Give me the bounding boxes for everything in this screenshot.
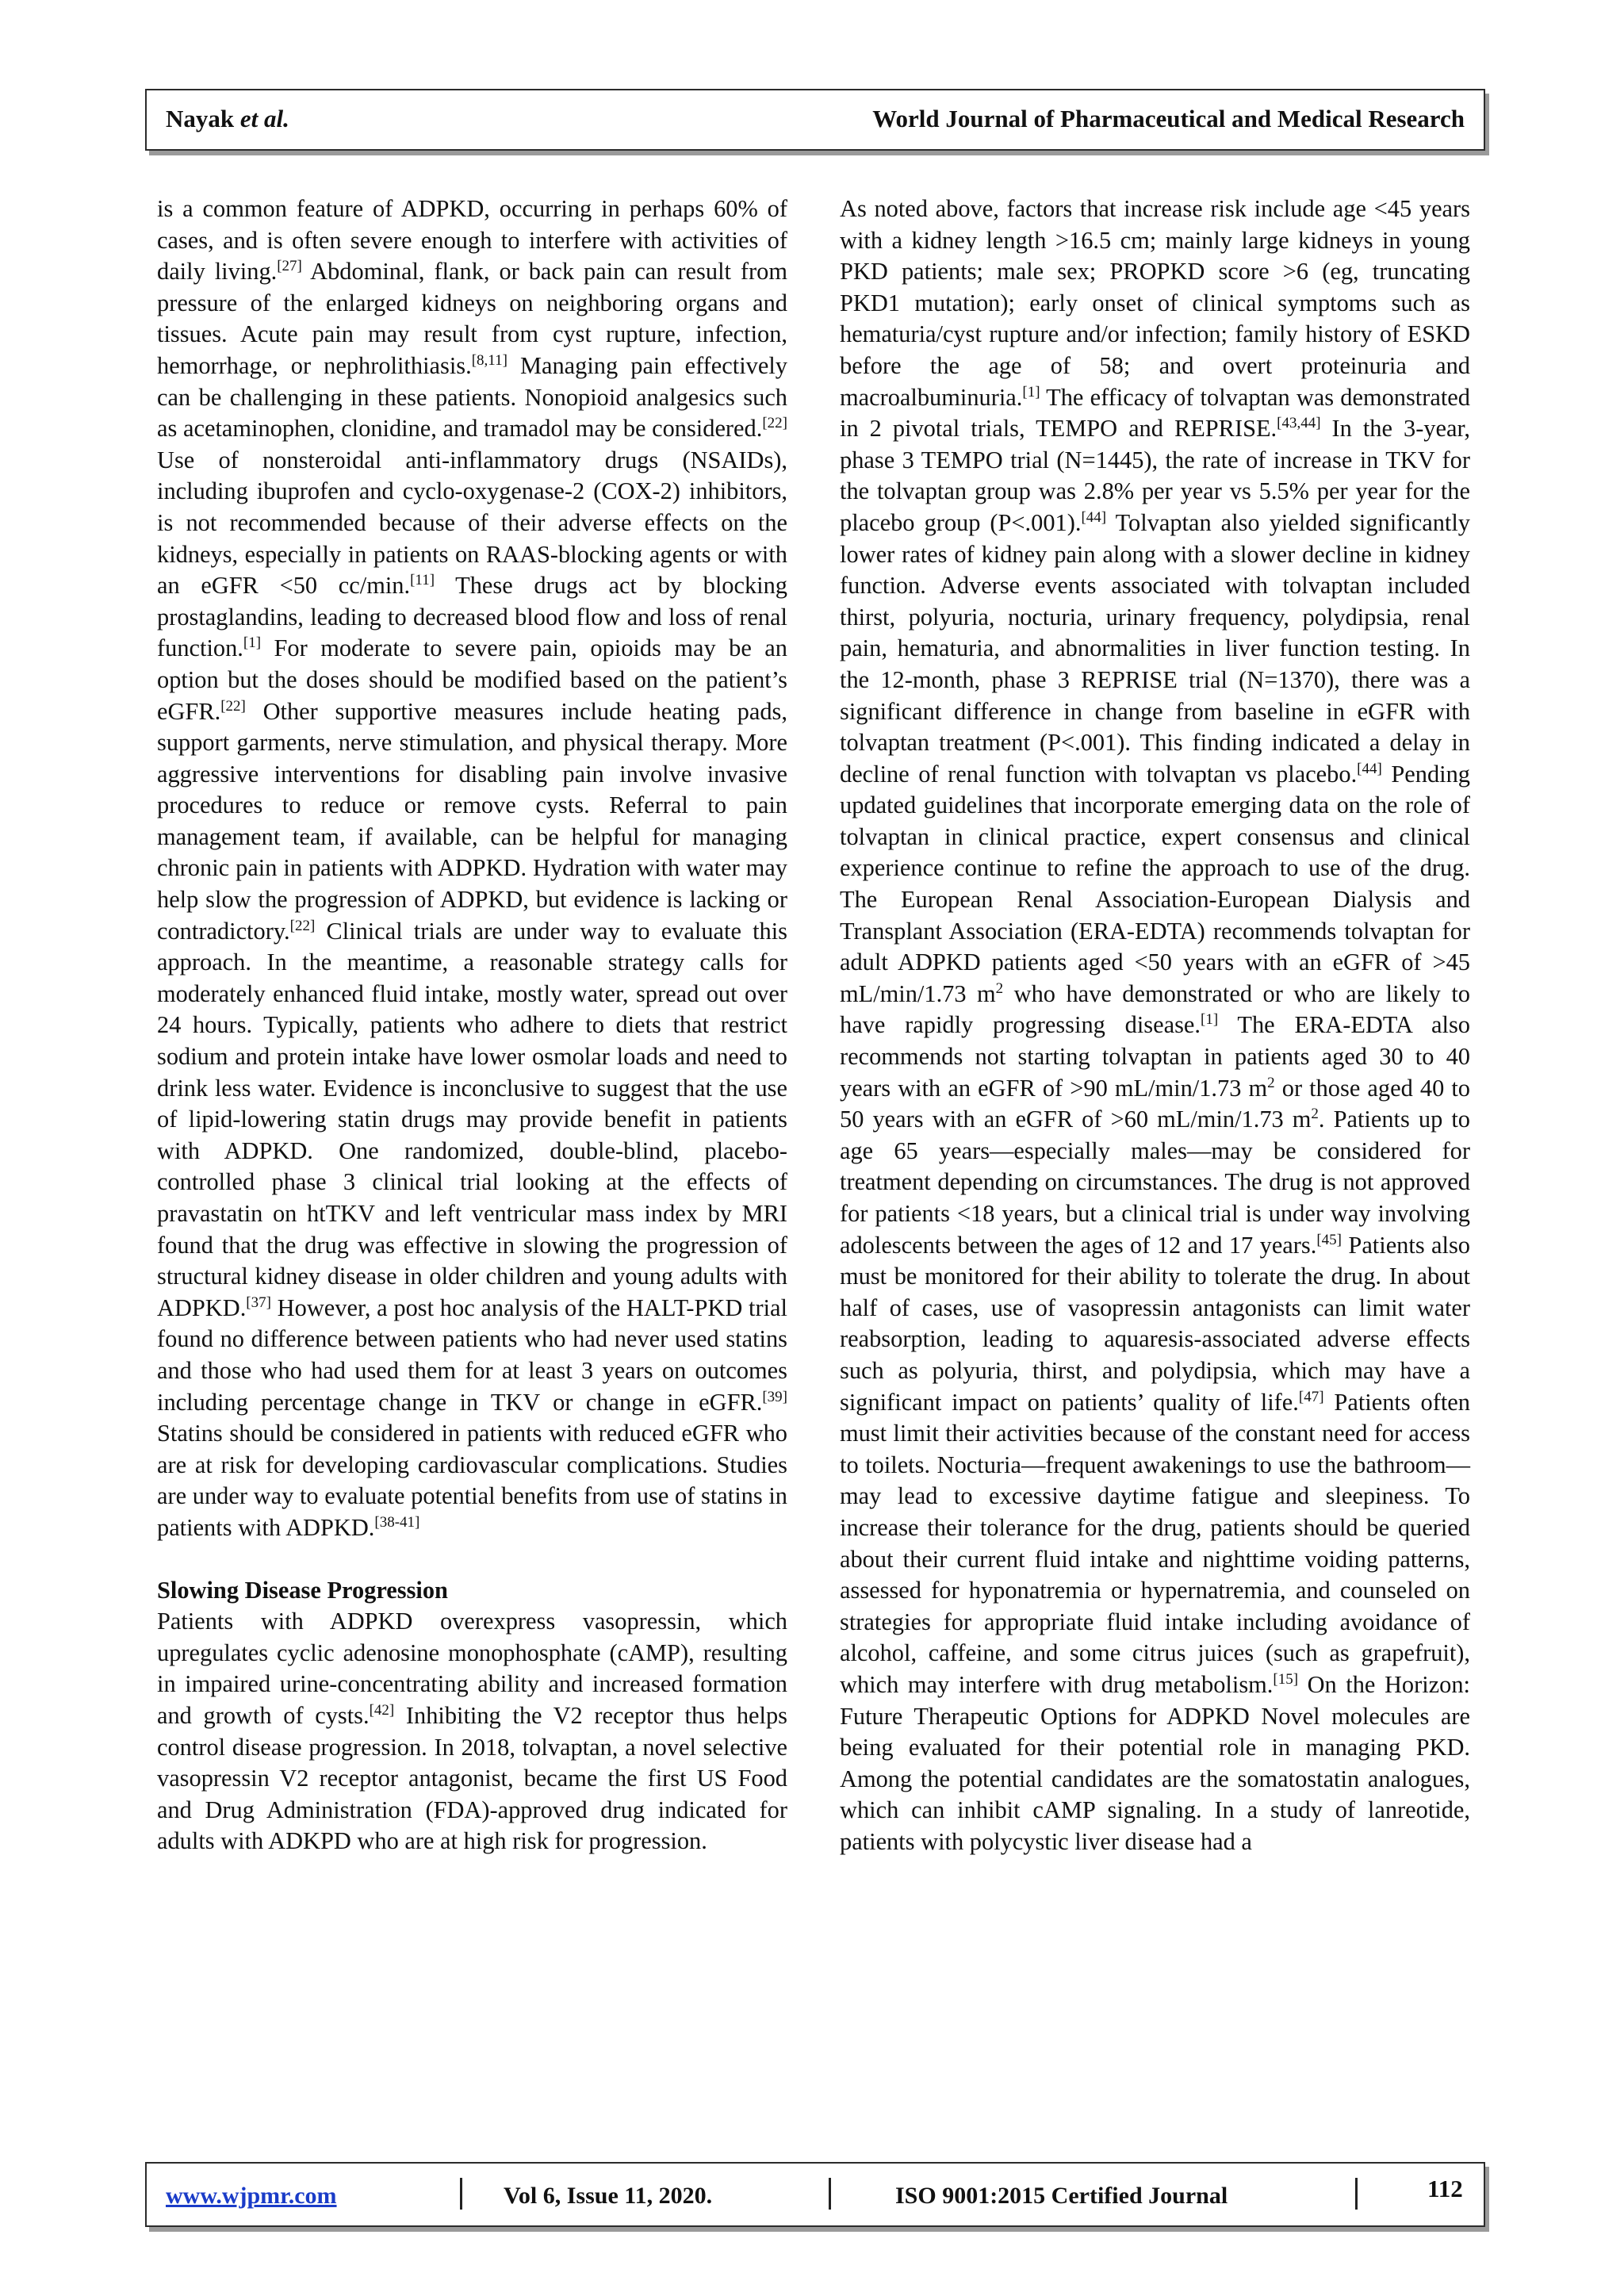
- text-run: These drugs act by blocking prostaglandins, leading to decreased blood flow and loss of renal function.: [157, 572, 787, 662]
- left-column: [157, 194, 787, 1857]
- author-suffix: et al.: [239, 105, 289, 132]
- citation: [22]: [762, 415, 787, 432]
- iso-certification: ISO 9001:2015 Certified Journal: [895, 2183, 1228, 2209]
- citation: [44]: [1357, 760, 1382, 777]
- citation: [38-41]: [374, 1513, 420, 1531]
- text-run: Abdominal, flank, or back pain can result from pressure of the enlarged kidneys on neighboring organs and tissues. Acute pain may result from cyst rupture, infection, hemorrhage, or nephrolithiasis.: [157, 258, 787, 379]
- citation: [11]: [410, 572, 435, 589]
- text-run: However, a post hoc analysis of the HALT-PKD trial found no difference between patients who had never used statins and those who had used them for at least 3 years on outcomes including percentage change in TKV or change in eGFR.: [157, 1294, 787, 1416]
- text-run: Patients with ADPKD overexpress vasopressin, which upregulates cyclic adenosine monophosphate (cAMP), resulting in impaired urine-concentrating ability and increased formation and growth of cysts.: [157, 1608, 787, 1729]
- text-run: The ERA-EDTA also recommends not starting tolvaptan in patients aged 30 to 40 years with an eGFR of >90 mL/min/1.73 m: [840, 1011, 1471, 1102]
- superscript: 2: [1267, 1074, 1275, 1091]
- paragraph: [840, 194, 1470, 1857]
- section-heading: Slowing Disease Progression: [157, 1576, 448, 1604]
- text-run: is a common feature of ADPKD, occurring in perhaps 60% of cases, and is often severe enough to interfere with activities of daily living.: [157, 195, 787, 286]
- text-run: Tolvaptan also yielded significantly lower rates of kidney pain along with a slower decline in kidney function. Adverse events associated with tolvaptan included thirst, polyuria, nocturia, urinary frequency, polydipsia, renal pain, hematuria, and abnormalities in liver function testing. In the 12-month, phase 3 REPRISE trial (N=1370), there was a significant difference in change from baseline in eGFR with tolvaptan treatment (P<.001). This finding indicated a delay in decline of renal function with tolvaptan vs placebo.: [840, 508, 1470, 788]
- citation: [37]: [246, 1294, 271, 1311]
- text-run: who have demonstrated or who are likely to have rapidly progressing disease.: [840, 979, 1470, 1039]
- text-run: For moderate to severe pain, opioids may be an option but the doses should be modified based on the patient’s eGFR.: [157, 634, 787, 725]
- citation: [44]: [1081, 508, 1107, 526]
- citation: [22]: [220, 697, 246, 715]
- superscript: 2: [995, 979, 1004, 997]
- citation: [42]: [369, 1701, 395, 1719]
- page-number: 112: [1427, 2175, 1463, 2202]
- citation: [1]: [1201, 1011, 1219, 1029]
- text-run: Patients also must be monitored for their ability to tolerate the drug. In about half of cases, use of vasopressin antagonists can limit water reabsorption, leading to aquaresis-associated adverse effects such as polyuria, thirst, and polydipsia, which may have a significant impact on patients’ quality of life.: [840, 1231, 1471, 1416]
- header-author: [166, 105, 289, 133]
- text-run: Statins should be considered in patients with reduced eGFR who are at risk for developing cardiovascular complications. Studies are under way to evaluate potential benefits from use of statins in patients with ADPKD.: [157, 1420, 787, 1541]
- text-run: or those aged 40 to 50 years with an eGFR of >60 mL/min/1.73 m: [840, 1074, 1470, 1133]
- text-run: Pending updated guidelines that incorporate emerging data on the role of tolvaptan in clinical practice, expert consensus and clinical experience continue to refine the approach to use of the drug. The European Renal Association-European Dialysis and Transplant Association (ERA-EDTA) recommends tolvaptan for adult ADPKD patients aged <50 years with an eGFR of >45 mL/min/1.73 m: [840, 760, 1470, 1007]
- citation: [1]: [1022, 383, 1040, 401]
- text-run: . Patients up to age 65 years—especially males—may be considered for treatment depending on circumstances. The drug is not approved for patients <18 years, but a clinical trial is under way involving adolescents between the ages of 12 and 17 years.: [840, 1106, 1470, 1259]
- text-run: The efficacy of tolvaptan was demonstrated in 2 pivotal trials, TEMPO and REPRISE.: [840, 383, 1470, 443]
- citation: [15]: [1273, 1670, 1299, 1688]
- text-run: Other supportive measures include heating pads, support garments, nerve stimulation, and physical therapy. More aggressive interventions for disabling pain involve invasive procedures to reduce or remove cysts. Referral to pain management team, if available, can be helpful for managing chronic pain in patients with ADPKD. Hydration with water may help slow the progression of ADPKD, but evidence is lacking or contradictory.: [157, 697, 787, 945]
- footer-divider: [1355, 2178, 1358, 2210]
- page-header: [145, 89, 1485, 151]
- author-name: Nayak: [166, 105, 235, 132]
- text-run: Use of nonsteroidal anti-inflammatory drugs (NSAIDs), including ibuprofen and cyclo-oxygenase-2 (COX-2) inhibitors, is not recommended because of their adverse effects on the kidneys, especially in patients on RAAS-blocking agents or with an eGFR <50 cc/min.: [157, 446, 787, 600]
- journal-title: World Journal of Pharmaceutical and Medical Research: [872, 105, 1465, 132]
- page-footer: [145, 2162, 1485, 2227]
- text-run: Managing pain effectively can be challenging in these patients. Nonopioid analgesics such as acetaminophen, clonidine, and tramadol may be considered.: [157, 351, 787, 443]
- citation: [8,11]: [471, 351, 508, 369]
- text-run: On the Horizon: Future Therapeutic Options for ADPKD Novel molecules are being evaluated for their potential role in managing PKD. Among the potential candidates are the somatostatin analogues, which can inhibit cAMP signaling. In a study of lanreotide, patients with polycystic liver disease had a: [840, 1670, 1470, 1855]
- footer-divider: [829, 2178, 831, 2210]
- website-link[interactable]: www.wjpmr.com: [166, 2183, 337, 2209]
- footer-divider: [460, 2178, 462, 2210]
- citation: [45]: [1316, 1231, 1342, 1248]
- citation: [1]: [243, 634, 262, 652]
- paragraph: [157, 1606, 787, 1857]
- citation: [22]: [289, 917, 316, 934]
- text-run: In the 3-year, phase 3 TEMPO trial (N=1445), the rate of increase in TKV for the tolvaptan group was 2.8% per year vs 5.5% per year for the placebo group (P<.001).: [840, 415, 1470, 536]
- superscript: 2: [1311, 1106, 1319, 1123]
- text-run: Patients often must limit their activities because of the constant need for access to toilets. Nocturia—frequent awakenings to use the bathroom—may lead to excessive daytime fatigue and sleepiness. To increase their tolerance for the drug, patients should be queried about their current fluid intake and nighttime voiding patterns, assessed for hyponatremia or hypernatremia, and counseled on strategies for appropriate fluid intake including avoidance of alcohol, caffeine, and some citrus juices (such as grapefruit), which may interfere with drug metabolism.: [840, 1388, 1470, 1698]
- volume-info: Vol 6, Issue 11, 2020.: [504, 2183, 713, 2209]
- text-run: As noted above, factors that increase risk include age <45 years with a kidney length >16.5 cm; mainly large kidneys in young PKD patients; male sex; PROPKD score >6 (eg, truncating PKD1 mutation); early onset of clinical symptoms such as hematuria/cyst rupture and/or infection; family history of ESKD before the age of 58; and overt proteinuria and macroalbuminuria.: [840, 195, 1470, 411]
- citation: [27]: [277, 258, 302, 275]
- paragraph: [157, 194, 787, 1544]
- citation: [39]: [762, 1388, 787, 1405]
- right-column: [840, 194, 1470, 1857]
- citation: [47]: [1298, 1388, 1324, 1405]
- text-run: Inhibiting the V2 receptor thus helps control disease progression. In 2018, tolvaptan, a novel selective vasopressin V2 receptor antagonist, became the first US Food and Drug Administration (FDA)-approved drug indicated for adults with ADKPD who are at high risk for progression.: [157, 1701, 788, 1855]
- citation: [43,44]: [1277, 415, 1321, 432]
- text-run: Clinical trials are under way to evaluate this approach. In the meantime, a reasonable strategy calls for moderately enhanced fluid intake, mostly water, spread out over 24 hours. Typically, patients who adhere to diets that restrict sodium and protein intake have lower osmolar loads and need to drink less water. Evidence is inconclusive to suggest that the use of lipid-lowering statin drugs may provide benefit in patients with ADPKD. One randomized, double-blind, placebo-controlled phase 3 clinical trial looking at the effects of pravastatin on htTKV and left ventricular mass index by MRI found that the drug was effective in slowing the progression of structural kidney disease in older children and young adults with ADPKD.: [157, 917, 787, 1321]
